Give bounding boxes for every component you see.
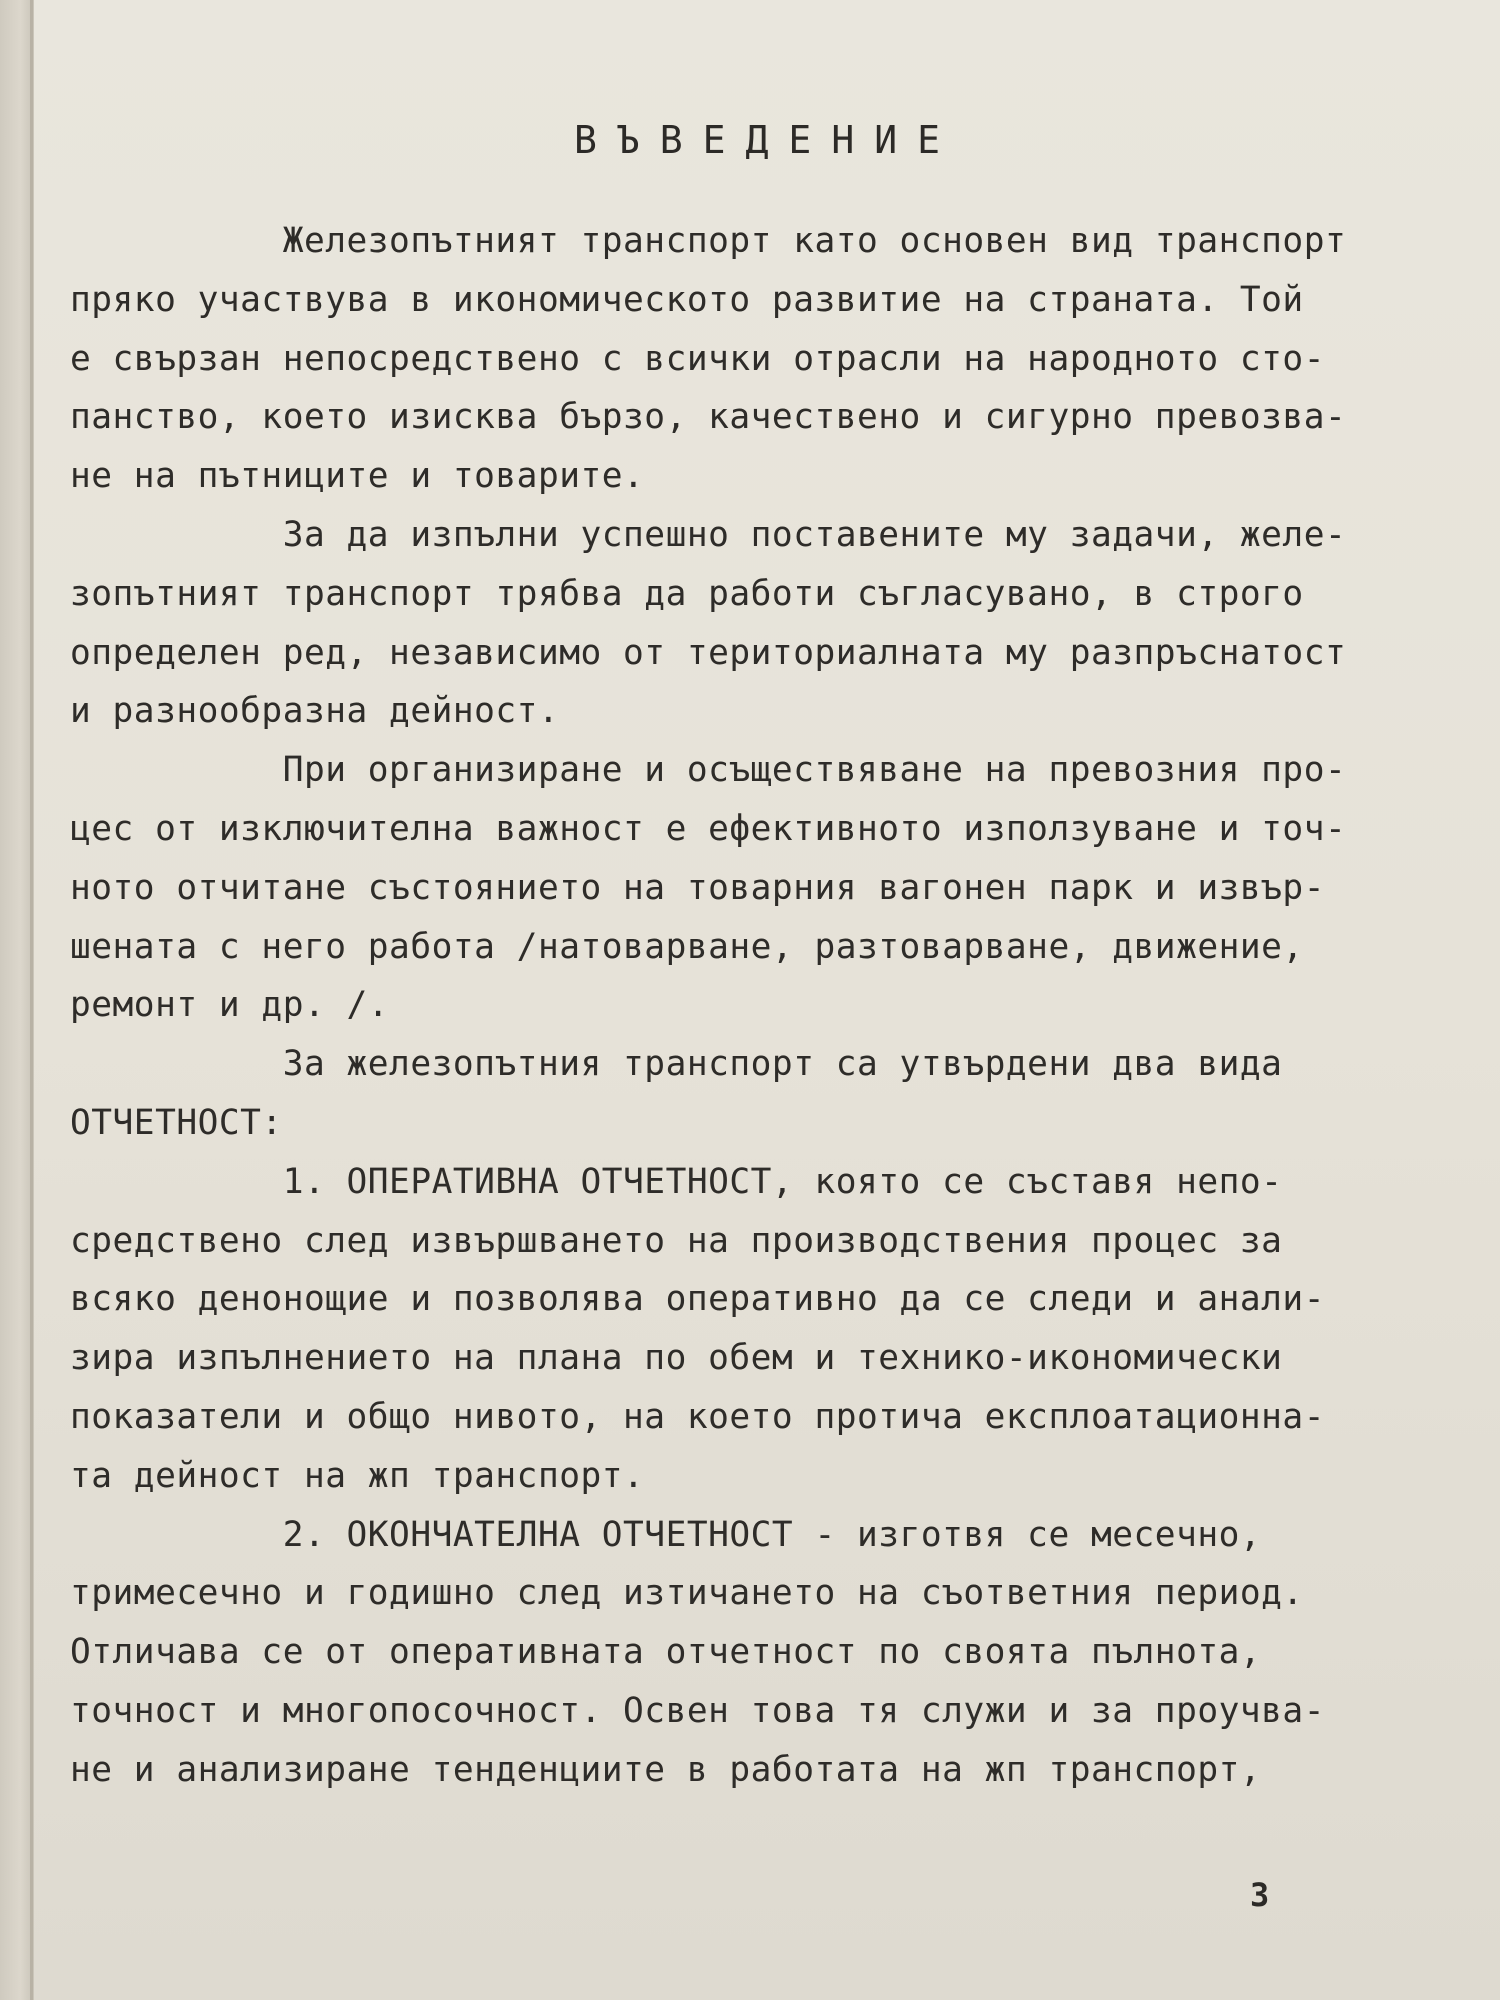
text-line: зира изпълнението на плана по обем и технико-икономически (70, 1338, 1283, 1379)
text-line: панство, което изисква бързо, качествено и сигурно превозва- (70, 397, 1347, 438)
text-line: 1. ОПЕРАТИВНА ОТЧЕТНОСТ, която се съставя непо- (70, 1161, 1283, 1202)
page-number: 3 (1250, 1876, 1270, 1914)
text-line: определен ред, независимо от териториалната му разпръснатост (70, 632, 1347, 673)
text-line: тримесечно и годишно след изтичането на съответния период. (70, 1573, 1304, 1614)
text-line: не на пътниците и товарите. (70, 456, 645, 497)
page-edge-line (30, 0, 33, 2000)
text-line: та дейност на жп транспорт. (70, 1455, 645, 1496)
body-text (70, 212, 1350, 1800)
text-line: точност и многопосочност. Освен това тя служи и за проучва- (70, 1690, 1325, 1731)
text-line: не и анализиране тенденциите в работата на жп транспорт, (70, 1749, 1262, 1790)
text-line: и разнообразна дейност. (70, 691, 560, 732)
text-line: средствено след извършването на производствения процес за (70, 1220, 1283, 1261)
text-line: цес от изключителна важност е ефективното използуване и точ- (70, 808, 1347, 849)
book-spine-edge (0, 0, 34, 2000)
text-line: ОТЧЕТНОСТ: (70, 1102, 283, 1143)
text-line: ремонт и др. /. (70, 985, 390, 1026)
text-line: пряко участвува в икономическото развитие на страната. Той (70, 279, 1304, 320)
text-line: 2. ОКОНЧАТЕЛНА ОТЧЕТНОСТ - изготвя се месечно, (70, 1514, 1262, 1555)
page-title: ВЪВЕДЕНИЕ (574, 118, 960, 162)
text-line: За железопътния транспорт са утвърдени два вида (70, 1044, 1283, 1085)
text-line: Железопътният транспорт като основен вид транспорт (70, 221, 1347, 261)
text-line: Отличава се от оперативната отчетност по своята пълнота, (70, 1632, 1262, 1673)
text-line: всяко денонощие и позволява оперативно да се следи и анали- (70, 1279, 1325, 1320)
text-line: зопътният транспорт трябва да работи съгласувано, в строго (70, 573, 1304, 614)
text-line: При организиране и осъществяване на превозния про- (70, 750, 1347, 791)
text-line: За да изпълни успешно поставените му задачи, желе- (70, 514, 1347, 555)
text-line: шената с него работа /натоварване, разтоварване, движение, (70, 926, 1304, 967)
text-line: показатели и общо нивото, на което протича експлоатационна- (70, 1396, 1325, 1437)
text-line: е свързан непосредствено с всички отрасли на народното сто- (70, 338, 1325, 379)
text-line: ното отчитане състоянието на товарния вагонен парк и извър- (70, 867, 1325, 908)
